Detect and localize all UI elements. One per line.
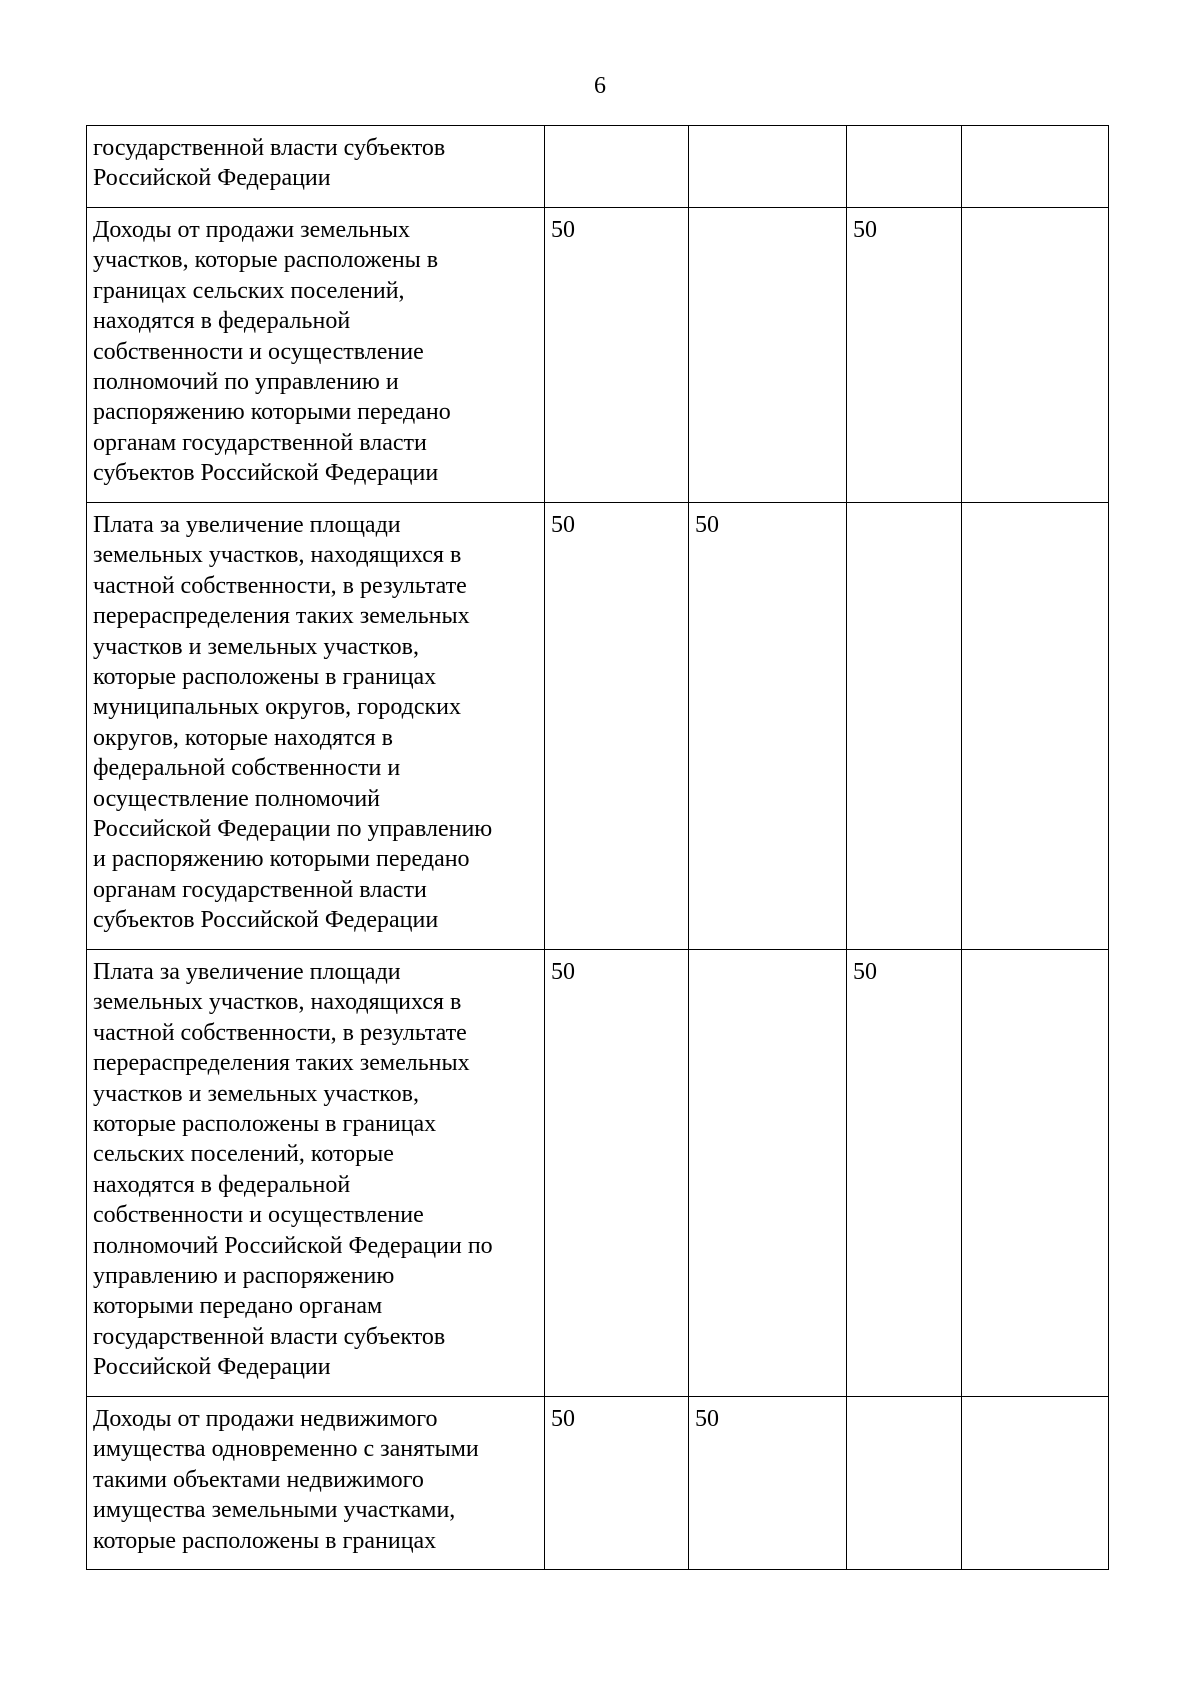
page-number: 6 (594, 73, 606, 99)
table-row (87, 503, 1109, 950)
description-line: Доходы от продажи земельных (93, 217, 410, 243)
description-line: и распоряжению которыми передано (93, 846, 470, 873)
description-line: находятся в федеральной (93, 308, 351, 335)
percentage-cell-col5 (962, 950, 1109, 1397)
description-line: муниципальных округов, городских (93, 694, 462, 721)
revenue-description-cell (87, 126, 545, 208)
description-line: перераспределения таких земельных (93, 1050, 470, 1077)
description-line: участков, которые расположены в (93, 247, 439, 274)
description-line: земельных участков, находящихся в (93, 989, 462, 1016)
description-line: полномочий Российской Федерации по (93, 1232, 493, 1259)
description-line: участков и земельных участков, (93, 633, 419, 660)
description-line: Российской Федерации (93, 1354, 331, 1381)
revenue-distribution-table (86, 125, 1109, 1570)
description-line: частной собственности, в результате (93, 1019, 467, 1046)
percentage-cell-col5 (962, 503, 1109, 950)
percentage-cell-col4: 50 (847, 208, 962, 503)
description-line: которыми передано органам (93, 1293, 383, 1320)
description-line: субъектов Российской Федерации (93, 907, 439, 934)
percentage-cell-col3: 50 (689, 1397, 847, 1570)
description-line: перераспределения таких земельных (93, 603, 470, 630)
description-line: Плата за увеличение площади (93, 512, 401, 538)
description-line: осуществление полномочий (93, 785, 381, 812)
percentage-cell-col2: 50 (545, 950, 689, 1397)
percentage-cell-col2: 50 (545, 208, 689, 503)
description-line: полномочий по управлению и (93, 369, 399, 396)
description-line: находятся в федеральной (93, 1171, 351, 1198)
description-line: частной собственности, в результате (93, 572, 467, 599)
table-row (87, 1397, 1109, 1570)
percentage-cell-col2 (545, 126, 689, 208)
description-line: управлению и распоряжению (93, 1263, 395, 1290)
description-line: Плата за увеличение площади (93, 959, 401, 985)
description-line: федеральной собственности и (93, 755, 401, 782)
description-line: участков и земельных участков, (93, 1080, 419, 1107)
percentage-cell-col5 (962, 126, 1109, 208)
table-row (87, 126, 1109, 208)
percentage-cell-col4 (847, 1397, 962, 1570)
description-line: субъектов Российской Федерации (93, 460, 439, 487)
description-line: границах сельских поселений, (93, 277, 405, 304)
description-line: такими объектами недвижимого (93, 1466, 424, 1493)
description-line: собственности и осуществление (93, 1202, 424, 1229)
percentage-cell-col3: 50 (689, 503, 847, 950)
table-row (87, 950, 1109, 1397)
description-line: имущества одновременно с занятыми (93, 1436, 479, 1463)
percentage-cell-col5 (962, 208, 1109, 503)
description-line: государственной власти субъектов (93, 135, 446, 161)
description-line: Российской Федерации по управлению (93, 816, 493, 843)
description-line: собственности и осуществление (93, 338, 424, 365)
revenue-description-cell (87, 503, 545, 950)
percentage-cell-col4 (847, 126, 962, 208)
description-line: Доходы от продажи недвижимого (93, 1406, 438, 1432)
description-line: которые расположены в границах (93, 1111, 437, 1138)
description-line: органам государственной власти (93, 876, 427, 903)
description-line: государственной власти субъектов (93, 1323, 446, 1350)
description-line: распоряжению которыми передано (93, 399, 451, 426)
percentage-cell-col4: 50 (847, 950, 962, 1397)
description-line: которые расположены в границах (93, 664, 437, 691)
percentage-cell-col5 (962, 1397, 1109, 1570)
description-line: округов, которые находятся в (93, 724, 393, 751)
percentage-cell-col3 (689, 126, 847, 208)
revenue-description-cell (87, 950, 545, 1397)
percentage-cell-col3 (689, 950, 847, 1397)
description-line: сельских поселений, которые (93, 1141, 394, 1168)
description-line: земельных участков, находящихся в (93, 542, 462, 569)
description-line: которые расположены в границах (93, 1527, 437, 1554)
description-line: органам государственной власти (93, 429, 427, 456)
revenue-description-cell (87, 208, 545, 503)
revenue-description-cell (87, 1397, 545, 1570)
table-row (87, 208, 1109, 503)
description-line: Российской Федерации (93, 165, 331, 192)
percentage-cell-col2: 50 (545, 1397, 689, 1570)
percentage-cell-col4 (847, 503, 962, 950)
description-line: имущества земельными участками, (93, 1497, 456, 1524)
percentage-cell-col2: 50 (545, 503, 689, 950)
percentage-cell-col3 (689, 208, 847, 503)
